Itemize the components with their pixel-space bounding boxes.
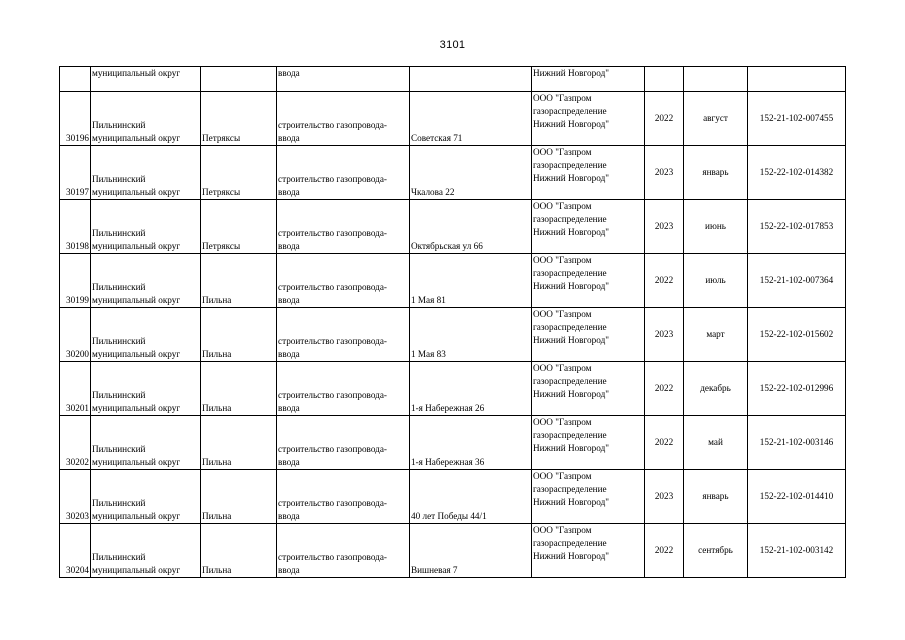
organization-line-2: газораспределение — [533, 322, 607, 332]
work-type-line-2: ввода — [278, 295, 300, 305]
page-number: 3101 — [439, 39, 466, 51]
month-cell: январь — [684, 470, 748, 524]
organization-cell — [532, 200, 645, 254]
table-row — [60, 362, 846, 416]
address-cell: Вишневая 7 — [410, 524, 532, 578]
organization-line-1: ООО "Газпром — [533, 93, 592, 103]
locality-cell — [201, 67, 277, 92]
organization-line-3: Нижний Новгород" — [533, 497, 609, 507]
locality-cell: Петряксы — [201, 92, 277, 146]
object-code-cell: 152-22-102-017853 — [748, 200, 846, 254]
organization-cell — [532, 416, 645, 470]
address-cell: Советская 71 — [410, 92, 532, 146]
district-line-2: муниципальный округ — [92, 457, 181, 467]
month-cell — [684, 67, 748, 92]
organization-line-3: Нижний Новгород" — [533, 551, 609, 561]
work-type-line-2: ввода — [278, 403, 300, 413]
organization-line-2: газораспределение — [533, 214, 607, 224]
organization-line-3: Нижний Новгород" — [533, 227, 609, 237]
organization-line-1: ООО "Газпром — [533, 201, 592, 211]
organization-line-2: газораспределение — [533, 376, 607, 386]
organization-line-1: ООО "Газпром — [533, 255, 592, 265]
work-type-line-1: строительство газопровода- — [278, 552, 387, 562]
organization-cell — [532, 470, 645, 524]
organization-line-2: газораспределение — [533, 106, 607, 116]
district-cell — [91, 92, 201, 146]
district-line-2: муниципальный округ — [92, 295, 181, 305]
year-cell: 2023 — [645, 470, 684, 524]
year-cell — [645, 67, 684, 92]
locality-cell: Пильна — [201, 254, 277, 308]
organization-cell — [532, 92, 645, 146]
address-cell: Октябрьская ул 66 — [410, 200, 532, 254]
organization-cell — [532, 524, 645, 578]
work-type-line-1: строительство газопровода- — [278, 336, 387, 346]
locality-cell: Пильна — [201, 308, 277, 362]
object-code-cell: 152-22-102-014382 — [748, 146, 846, 200]
district-line-1: Пильнинский — [92, 498, 146, 508]
locality-cell: Петряксы — [201, 200, 277, 254]
address-cell: 1-я Набережная 26 — [410, 362, 532, 416]
work-type-line-2: ввода — [278, 457, 300, 467]
district-line-1: Пильнинский — [92, 336, 146, 346]
month-cell: март — [684, 308, 748, 362]
district-line-1: Пильнинский — [92, 282, 146, 292]
district-line-2: муниципальный округ — [92, 241, 181, 251]
object-code-cell: 152-22-102-014410 — [748, 470, 846, 524]
month-cell: декабрь — [684, 362, 748, 416]
table-row — [60, 308, 846, 362]
district-line-2: муниципальный округ — [92, 349, 181, 359]
month-cell: июнь — [684, 200, 748, 254]
organization-cell: Нижний Новгород" — [532, 67, 645, 92]
organization-line-2: газораспределение — [533, 430, 607, 440]
district-cell — [91, 200, 201, 254]
work-type-line-1: строительство газопровода- — [278, 390, 387, 400]
organization-line-3: Нижний Новгород" — [533, 119, 609, 129]
organization-line-3: Нижний Новгород" — [533, 173, 609, 183]
work-type-cell — [277, 92, 410, 146]
row-number-cell: 30196 — [60, 92, 91, 146]
address-cell: 1 Мая 83 — [410, 308, 532, 362]
district-line-1: Пильнинский — [92, 120, 146, 130]
district-line-1: Пильнинский — [92, 444, 146, 454]
work-type-cell — [277, 524, 410, 578]
organization-line-3: Нижний Новгород" — [533, 335, 609, 345]
work-type-cell — [277, 362, 410, 416]
year-cell: 2023 — [645, 146, 684, 200]
work-type-line-1: строительство газопровода- — [278, 282, 387, 292]
address-cell — [410, 67, 532, 92]
locality-cell: Петряксы — [201, 146, 277, 200]
work-type-line-2: ввода — [278, 133, 300, 143]
organization-line-1: ООО "Газпром — [533, 309, 592, 319]
year-cell: 2022 — [645, 362, 684, 416]
district-line-2: муниципальный округ — [92, 133, 181, 143]
work-type-line-2: ввода — [278, 565, 300, 575]
district-line-1: Пильнинский — [92, 174, 146, 184]
year-cell: 2022 — [645, 92, 684, 146]
object-code-cell: 152-21-102-007364 — [748, 254, 846, 308]
organization-cell — [532, 308, 645, 362]
table-row-continuation — [60, 67, 846, 92]
object-code-cell: 152-21-102-003146 — [748, 416, 846, 470]
work-type-line-1: строительство газопровода- — [278, 120, 387, 130]
district-line-1: Пильнинский — [92, 390, 146, 400]
district-line-2: муниципальный округ — [92, 187, 181, 197]
organization-line-3: Нижний Новгород" — [533, 389, 609, 399]
row-number-cell — [60, 67, 91, 92]
table-row — [60, 416, 846, 470]
work-type-cell — [277, 308, 410, 362]
locality-cell: Пильна — [201, 416, 277, 470]
organization-line-2: газораспределение — [533, 160, 607, 170]
work-type-line-1: строительство газопровода- — [278, 498, 387, 508]
address-cell: 40 лет Победы 44/1 — [410, 470, 532, 524]
row-number-cell: 30202 — [60, 416, 91, 470]
district-line-2: муниципальный округ — [92, 403, 181, 413]
table-row — [60, 92, 846, 146]
district-cell — [91, 524, 201, 578]
row-number-cell: 30204 — [60, 524, 91, 578]
row-number-cell: 30197 — [60, 146, 91, 200]
organization-line-1: ООО "Газпром — [533, 363, 592, 373]
year-cell: 2022 — [645, 254, 684, 308]
district-cell — [91, 416, 201, 470]
organization-line-2: газораспределение — [533, 538, 607, 548]
row-number-cell: 30201 — [60, 362, 91, 416]
year-cell: 2022 — [645, 524, 684, 578]
month-cell: июль — [684, 254, 748, 308]
gas-pipeline-table — [59, 66, 846, 578]
table-row — [60, 200, 846, 254]
table-row — [60, 524, 846, 578]
work-type-line-1: строительство газопровода- — [278, 174, 387, 184]
object-code-cell — [748, 67, 846, 92]
organization-line-1: ООО "Газпром — [533, 417, 592, 427]
organization-line-2: газораспределение — [533, 484, 607, 494]
table-row — [60, 254, 846, 308]
organization-line-1: ООО "Газпром — [533, 525, 592, 535]
object-code-cell: 152-22-102-015602 — [748, 308, 846, 362]
district-line-2: муниципальный округ — [92, 565, 181, 575]
object-code-cell: 152-22-102-012996 — [748, 362, 846, 416]
row-number-cell: 30198 — [60, 200, 91, 254]
organization-line-2: газораспределение — [533, 268, 607, 278]
table-row — [60, 146, 846, 200]
district-cell — [91, 146, 201, 200]
district-line-1: Пильнинский — [92, 228, 146, 238]
table-row — [60, 470, 846, 524]
work-type-line-1: строительство газопровода- — [278, 228, 387, 238]
district-cell — [91, 308, 201, 362]
work-type-cell — [277, 254, 410, 308]
address-cell: 1 Мая 81 — [410, 254, 532, 308]
work-type-line-2: ввода — [278, 241, 300, 251]
organization-line-3: Нижний Новгород" — [533, 281, 609, 291]
month-cell: май — [684, 416, 748, 470]
work-type-cell: ввода — [277, 67, 410, 92]
district-cell: муниципальный округ — [91, 67, 201, 92]
organization-cell — [532, 362, 645, 416]
address-cell: 1-я Набережная 36 — [410, 416, 532, 470]
organization-cell — [532, 146, 645, 200]
year-cell: 2023 — [645, 308, 684, 362]
work-type-line-2: ввода — [278, 511, 300, 521]
district-cell — [91, 362, 201, 416]
year-cell: 2023 — [645, 200, 684, 254]
organization-line-1: ООО "Газпром — [533, 147, 592, 157]
district-cell — [91, 254, 201, 308]
year-cell: 2022 — [645, 416, 684, 470]
work-type-cell — [277, 200, 410, 254]
locality-cell: Пильна — [201, 524, 277, 578]
object-code-cell: 152-21-102-003142 — [748, 524, 846, 578]
locality-cell: Пильна — [201, 362, 277, 416]
month-cell: сентябрь — [684, 524, 748, 578]
district-line-2: муниципальный округ — [92, 511, 181, 521]
row-number-cell: 30203 — [60, 470, 91, 524]
district-line-1: Пильнинский — [92, 552, 146, 562]
locality-cell: Пильна — [201, 470, 277, 524]
work-type-line-2: ввода — [278, 349, 300, 359]
district-cell — [91, 470, 201, 524]
work-type-line-1: строительство газопровода- — [278, 444, 387, 454]
work-type-cell — [277, 470, 410, 524]
work-type-cell — [277, 146, 410, 200]
work-type-line-2: ввода — [278, 187, 300, 197]
month-cell: январь — [684, 146, 748, 200]
address-cell: Чкалова 22 — [410, 146, 532, 200]
row-number-cell: 30200 — [60, 308, 91, 362]
organization-line-3: Нижний Новгород" — [533, 443, 609, 453]
row-number-cell: 30199 — [60, 254, 91, 308]
organization-cell — [532, 254, 645, 308]
organization-line-1: ООО "Газпром — [533, 471, 592, 481]
object-code-cell: 152-21-102-007455 — [748, 92, 846, 146]
month-cell: август — [684, 92, 748, 146]
work-type-cell — [277, 416, 410, 470]
